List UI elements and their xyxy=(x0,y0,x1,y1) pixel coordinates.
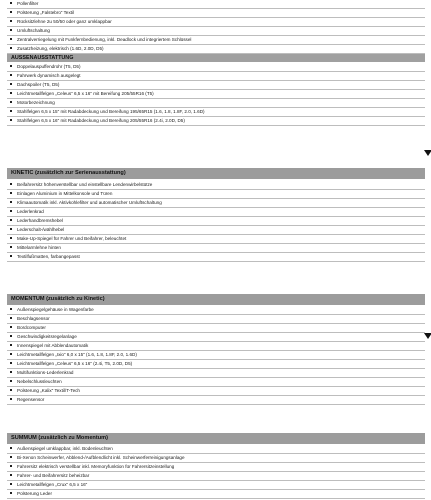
item-text: Einlagen Aluminium in Mittelkonsole und Türen xyxy=(17,191,113,196)
bullet-icon xyxy=(10,317,12,319)
list-item xyxy=(7,18,425,27)
list-item xyxy=(7,253,425,262)
list-item xyxy=(7,445,425,454)
bullet-icon xyxy=(10,308,12,310)
bullet-icon xyxy=(10,47,12,49)
list-item xyxy=(7,481,425,490)
bullet-icon xyxy=(10,389,12,391)
section-title: SUMMUM xyxy=(11,435,37,441)
bullet-icon xyxy=(10,246,12,248)
section-header-aussen xyxy=(7,54,425,62)
bullet-icon xyxy=(10,335,12,337)
bullet-icon xyxy=(10,344,12,346)
item-text: Make-Up-Spiegel für Fahrer und Beifahrer, beleuchtet xyxy=(17,236,127,241)
item-text: Textilfußmatten, farbangepasst xyxy=(17,254,80,259)
list-item xyxy=(7,181,425,190)
list-item xyxy=(7,199,425,208)
list-item xyxy=(7,342,425,351)
list-item xyxy=(7,351,425,360)
bullet-icon xyxy=(10,11,12,13)
section-header-momentum xyxy=(7,294,425,305)
bullet-icon xyxy=(10,101,12,103)
list-item xyxy=(7,324,425,333)
bullet-icon xyxy=(10,465,12,467)
bullet-icon xyxy=(10,201,12,203)
bullet-icon xyxy=(10,326,12,328)
bullet-icon xyxy=(10,38,12,40)
item-text: Leichtmetallfelgen „Ixio“ 6,0 x 15" (1.6, 1.8, 1.8F, 2.0, 1.6D) xyxy=(17,352,137,357)
list-item xyxy=(7,244,425,253)
section-subtitle: (zusätzlich zu Momentum) xyxy=(38,435,108,441)
bullet-icon xyxy=(10,362,12,364)
item-text: Pollenfilter xyxy=(17,1,39,6)
list-item xyxy=(7,217,425,226)
list-item xyxy=(7,45,425,54)
item-text: Polsterung „Kalix“ Textil/T-Tech xyxy=(17,388,80,393)
bullet-icon xyxy=(10,83,12,85)
list-item xyxy=(7,396,425,405)
list-item xyxy=(7,360,425,369)
section-header-summum xyxy=(7,433,425,444)
bullet-icon xyxy=(10,192,12,194)
list-item xyxy=(7,387,425,396)
item-text: Bordcomputer xyxy=(17,325,46,330)
list-item xyxy=(7,0,425,9)
section-title: AUSSENAUSSTATTUNG xyxy=(11,55,74,61)
item-text: Stahlfelgen 6,5 x 16" mit Radabdeckung und Bereifung 205/55R16 (2.4i, 2.0D, D5) xyxy=(17,118,185,123)
list-item xyxy=(7,36,425,45)
bullet-icon xyxy=(10,210,12,212)
item-text: Dachspoiler (T5, D5) xyxy=(17,82,60,87)
item-text: Fahrersitz elektrisch verstellbar inkl. Memoryfunktion für Fahrersitzeinstellung xyxy=(17,464,175,469)
bullet-icon xyxy=(10,255,12,257)
item-text: Doppelauspuffendrohr (T5, D5) xyxy=(17,64,81,69)
section-subtitle: (zusätzlich zur Serienausstattung) xyxy=(34,170,126,176)
item-text: Leichtmetallfelgen „Crux“ 6,5 x 16" xyxy=(17,482,88,487)
bullet-icon xyxy=(10,20,12,22)
item-text: Innenspiegel mit Abblendautomatik xyxy=(17,343,89,348)
item-text: Lederschalt-/wählhebel xyxy=(17,227,65,232)
bullet-icon xyxy=(10,2,12,4)
item-text: Stahlfelgen 6,5 x 15" mit Radabdeckung und Bereifung 195/65R15 (1.6, 1.8, 1.8F, 2.0, 1.6D) xyxy=(17,109,205,114)
bullet-icon xyxy=(10,380,12,382)
list-item xyxy=(7,490,425,499)
bullet-icon xyxy=(10,92,12,94)
item-text: Fahrer- und Beifahrersitz beheizbar xyxy=(17,473,90,478)
bullet-icon xyxy=(10,353,12,355)
bullet-icon xyxy=(10,183,12,185)
item-text: Zusatzheizung, elektrisch (1.6D, 2.0D, D5) xyxy=(17,46,104,51)
item-text: Polsterung „Falstebro“ Textil xyxy=(17,10,75,15)
bullet-icon xyxy=(10,237,12,239)
bullet-icon xyxy=(10,65,12,67)
item-text: Nebelschlussleuchten xyxy=(17,379,62,384)
list-item xyxy=(7,90,425,99)
item-text: Mittelarmlehne hinten xyxy=(17,245,61,250)
bullet-icon xyxy=(10,398,12,400)
bullet-icon xyxy=(10,447,12,449)
section-subtitle: (zusätzlich zu Kinetic) xyxy=(46,296,105,302)
list-item xyxy=(7,27,425,36)
page-marker-icon xyxy=(424,150,431,156)
list-item xyxy=(7,208,425,217)
section-title: KINETIC xyxy=(11,170,34,176)
list-item xyxy=(7,306,425,315)
list-item xyxy=(7,315,425,324)
bullet-icon xyxy=(10,474,12,476)
bullet-icon xyxy=(10,110,12,112)
list-item-empty xyxy=(7,126,425,134)
bullet-icon xyxy=(10,492,12,494)
list-item xyxy=(7,454,425,463)
item-text: Beifahrersitz höhenverstellbar und einstellbare Lendenwirbelstütze xyxy=(17,182,153,187)
item-text: Außenspiegel umklappbar, inkl. Bodenleuchten xyxy=(17,446,113,451)
list-item xyxy=(7,99,425,108)
list-item xyxy=(7,369,425,378)
list-item xyxy=(7,378,425,387)
list-item xyxy=(7,117,425,126)
list-item xyxy=(7,226,425,235)
list-item xyxy=(7,235,425,244)
item-text: Rücksitzlehne 2u 50/50 oder ganz umklappbar xyxy=(17,19,112,24)
list-item xyxy=(7,108,425,117)
item-text: Umluftschaltung xyxy=(17,28,50,33)
page-marker-icon xyxy=(424,333,431,339)
list-item xyxy=(7,72,425,81)
item-text: Fahrwerk dynamisch ausgelegt xyxy=(17,73,81,78)
bullet-icon xyxy=(10,74,12,76)
list-item xyxy=(7,190,425,199)
bullet-icon xyxy=(10,219,12,221)
item-text: Multifunktions-Lederlenkrad xyxy=(17,370,74,375)
bullet-icon xyxy=(10,483,12,485)
item-text: Leichtmetallfelgen „Celeus“ 6,5 x 16" (2.4i, T5, 2.0D, D5) xyxy=(17,361,133,366)
list-item xyxy=(7,472,425,481)
section-header-kinetic xyxy=(7,168,425,179)
bullet-icon xyxy=(10,456,12,458)
bullet-icon xyxy=(10,119,12,121)
item-text: Polsterung Leder xyxy=(17,491,52,496)
item-text: Geschwindigkeitsregelanlage xyxy=(17,334,77,339)
bullet-icon xyxy=(10,29,12,31)
item-text: Bi-Xenon Scheinwerfer, Abblend-/Aufblendlicht inkl. Scheinwerferreinigungsanlage xyxy=(17,455,185,460)
item-text: Lederlenkrad xyxy=(17,209,44,214)
list-item xyxy=(7,463,425,472)
list-item xyxy=(7,333,425,342)
item-text: Zentralverriegelung mit Funkfernbedienung, inkl. Deadlock und integriertem Schlüssel xyxy=(17,37,192,42)
item-text: Leichtmetallfelgen „Celeus“ 6,5 x 16" mit Bereifung 205/55R16 (T5) xyxy=(17,91,154,96)
item-text: Motorbezeichnung xyxy=(17,100,55,105)
list-item xyxy=(7,81,425,90)
item-text: Regensensor xyxy=(17,397,45,402)
item-text: Klimaautomatik inkl. Aktivkohlefilter und automatischer Umluftschaltung xyxy=(17,200,162,205)
item-text: Außenspiegelgehäuse in Wagenfarbe xyxy=(17,307,94,312)
item-text: Lederhandbremshebel xyxy=(17,218,63,223)
bullet-icon xyxy=(10,228,12,230)
bullet-icon xyxy=(10,371,12,373)
item-text: Beschlagsensor xyxy=(17,316,50,321)
list-item xyxy=(7,63,425,72)
section-title: MOMENTUM xyxy=(11,296,45,302)
list-item xyxy=(7,9,425,18)
